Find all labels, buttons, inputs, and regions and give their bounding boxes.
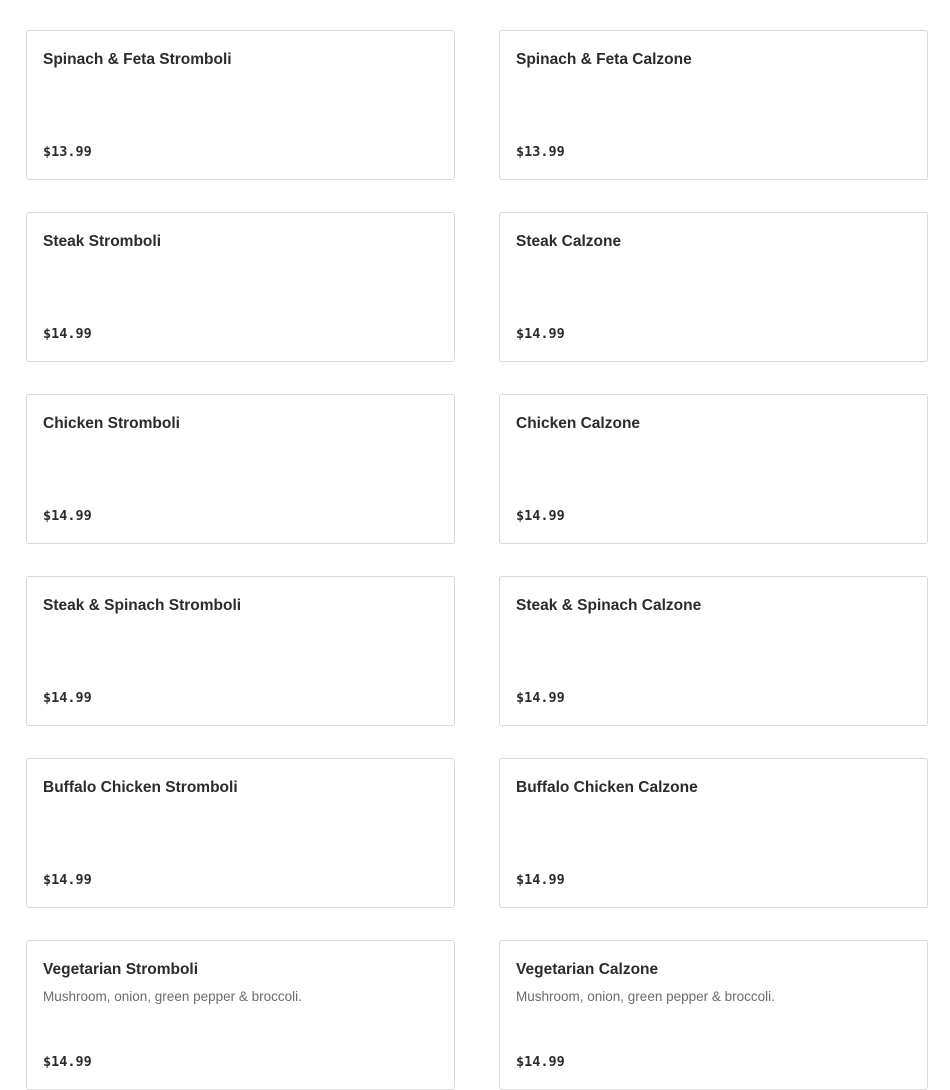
menu-item-name: Spinach & Feta Calzone xyxy=(516,51,692,68)
menu-item-card[interactable] xyxy=(499,394,928,544)
menu-item-name: Vegetarian Calzone xyxy=(516,961,659,978)
menu-item-price: $14.99 xyxy=(516,326,565,342)
menu-item-card[interactable] xyxy=(26,30,455,180)
menu-item-card[interactable] xyxy=(26,758,455,908)
menu-item-description: Mushroom, onion, green pepper & broccoli. xyxy=(516,989,775,1004)
menu-item-description: Mushroom, onion, green pepper & broccoli. xyxy=(43,989,302,1004)
menu-item-name: Steak Stromboli xyxy=(43,233,161,250)
menu-item-card[interactable] xyxy=(26,394,455,544)
menu-item-name: Vegetarian Stromboli xyxy=(43,961,199,978)
menu-item-name: Steak & Spinach Stromboli xyxy=(43,597,242,614)
menu-item-card[interactable] xyxy=(499,758,928,908)
menu-item-card[interactable] xyxy=(26,576,455,726)
menu-item-name: Chicken Calzone xyxy=(516,415,641,432)
menu-item-card[interactable] xyxy=(499,212,928,362)
menu-item-price: $14.99 xyxy=(43,1054,92,1070)
menu-item-name: Buffalo Chicken Stromboli xyxy=(43,779,238,796)
menu-item-price: $14.99 xyxy=(43,326,92,342)
menu-item-price: $14.99 xyxy=(516,690,565,706)
menu-item-price: $14.99 xyxy=(516,508,565,524)
menu-item-price: $14.99 xyxy=(516,872,565,888)
menu-item-name: Spinach & Feta Stromboli xyxy=(43,51,232,68)
menu-item-price: $14.99 xyxy=(43,508,92,524)
menu-item-card[interactable] xyxy=(499,576,928,726)
menu-item-card[interactable] xyxy=(499,30,928,180)
menu-item-card[interactable] xyxy=(26,212,455,362)
menu-item-name: Steak Calzone xyxy=(516,233,622,250)
menu-item-name: Buffalo Chicken Calzone xyxy=(516,779,698,796)
menu-item-grid xyxy=(26,30,928,1090)
menu-item-price: $14.99 xyxy=(43,690,92,706)
menu-item-card[interactable] xyxy=(499,940,928,1090)
menu-item-card[interactable] xyxy=(26,940,455,1090)
menu-item-price: $13.99 xyxy=(43,144,92,160)
menu-item-price: $14.99 xyxy=(516,1054,565,1070)
menu-item-name: Chicken Stromboli xyxy=(43,415,180,432)
menu-item-name: Steak & Spinach Calzone xyxy=(516,597,702,614)
menu-item-price: $13.99 xyxy=(516,144,565,160)
menu-item-price: $14.99 xyxy=(43,872,92,888)
